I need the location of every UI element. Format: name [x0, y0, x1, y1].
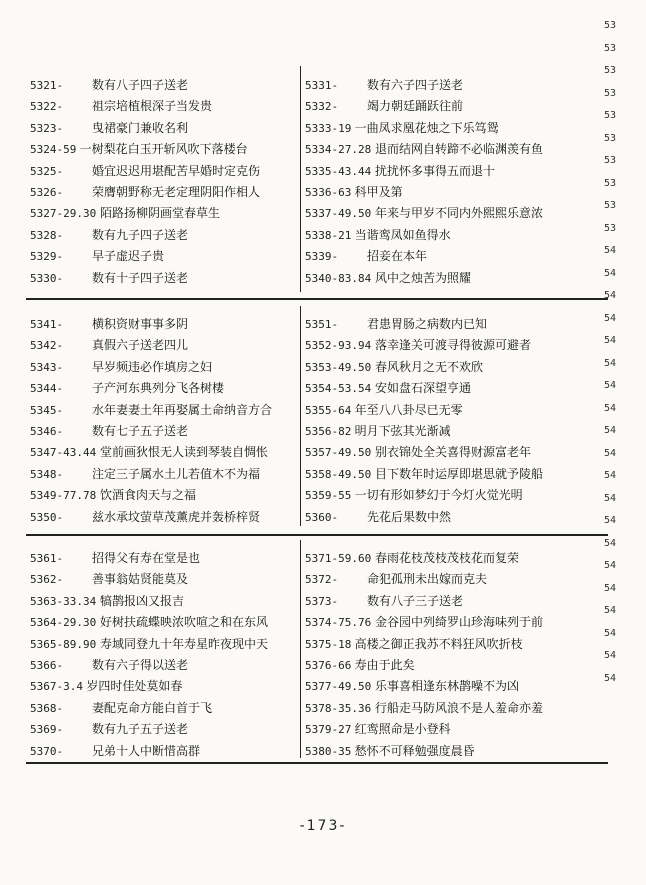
entry-row	[305, 245, 427, 267]
entry-text: 数有六子得以送老	[92, 658, 189, 672]
entry-code: 5376-66	[305, 659, 352, 672]
margin-mark: 54	[604, 425, 617, 436]
entry-row	[305, 399, 463, 421]
entry-text: 一切有形如梦幻于今灯火觉光明	[354, 488, 523, 503]
entry-text: 寿域同登九十年寿星昨夜现中天	[100, 636, 269, 651]
entry-text: 年至八八卦尽已无零	[354, 402, 463, 417]
entry-code: 5330-	[30, 271, 64, 285]
entry-text: 春雨花枝茂枝茂枝花而复荣	[375, 551, 520, 565]
margin-mark: 54	[604, 492, 617, 504]
entry-row	[305, 675, 519, 697]
entry-code: 5335-43.44	[305, 164, 372, 178]
entry-text: 兹水承坟萤草茂薰虎并轰桥梓贤	[92, 509, 261, 524]
entry-text: 行船走马防风浪不是人羞命亦羞	[375, 700, 544, 715]
entry-code: 5339-	[305, 250, 339, 264]
entry-text: 当谐鸾凤如鱼得水	[354, 227, 451, 242]
margin-mark: 54	[604, 470, 617, 481]
entry-row	[305, 441, 531, 463]
entry-code: 5370-	[30, 744, 64, 758]
entry-code: 5340-83.84	[305, 271, 372, 285]
entry-row	[305, 74, 463, 96]
entry-text: 数有十子四子送老	[92, 270, 189, 285]
entry-row	[30, 568, 188, 590]
entry-row	[30, 224, 188, 246]
section-divider	[26, 298, 608, 300]
margin-mark: 53	[604, 132, 617, 144]
entry-code: 5372-	[305, 573, 339, 587]
entry-text: 先花后果数中然	[367, 509, 452, 524]
entry-text: 一曲凤求凰花烛之下乐笃鸳	[354, 120, 499, 135]
margin-mark: 53	[604, 110, 617, 121]
entry-row	[30, 245, 164, 267]
entry-text: 君患胃肠之病数内已知	[367, 317, 488, 331]
margin-mark: 54	[604, 357, 617, 369]
entry-text: 科甲及第	[354, 185, 403, 199]
entry-code: 5369-	[30, 723, 64, 737]
margin-mark: 54	[604, 650, 617, 661]
entry-text: 岁四时佳处莫如春	[86, 679, 183, 694]
entry-code: 5354-53.54	[305, 382, 372, 396]
entry-code: 5355-64	[305, 403, 352, 417]
margin-mark: 53	[604, 200, 617, 211]
entry-code: 5348-	[30, 467, 64, 481]
entry-row	[30, 377, 224, 399]
margin-mark: 53	[604, 222, 617, 234]
entry-text: 招妾在本年	[367, 249, 428, 264]
section-divider	[26, 762, 608, 764]
entry-row	[305, 590, 463, 612]
entry-row	[30, 654, 188, 676]
section-2	[30, 313, 608, 527]
margin-mark: 53	[604, 42, 617, 54]
entry-row	[305, 138, 543, 160]
entry-row	[305, 95, 463, 117]
entry-row	[30, 420, 188, 442]
entry-code: 5341-	[30, 318, 64, 331]
entry-row	[305, 420, 451, 442]
margin-mark: 54	[604, 627, 617, 639]
entry-code: 5333-19	[305, 121, 352, 135]
entry-text: 安如盘石深望亨通	[375, 381, 472, 396]
entry-text: 数有八子三子送老	[367, 593, 464, 608]
entry-text: 愁怀不可释勉强度晨昏	[354, 743, 475, 758]
entry-text: 饮酒食肉天与之福	[100, 488, 197, 503]
entry-text: 红鸾照命是小登科	[354, 722, 451, 737]
entry-text: 数有六子四子送老	[367, 78, 464, 92]
entry-code: 5367-3.4	[30, 680, 83, 694]
entry-code: 5377-49.50	[305, 680, 372, 694]
entry-row	[305, 484, 523, 506]
entry-text: 竭力朝廷踊跃往前	[367, 99, 464, 114]
margin-mark: 54	[604, 335, 617, 346]
entry-row	[305, 718, 451, 740]
entry-text: 真假六子送老四儿	[92, 338, 189, 353]
margin-mark: 53	[604, 155, 617, 166]
entry-row	[30, 611, 268, 633]
entry-row	[30, 740, 200, 762]
margin-mark: 53	[604, 177, 617, 189]
entry-row	[305, 506, 451, 528]
entry-code: 5338-21	[305, 228, 352, 242]
margin-mark: 54	[604, 245, 617, 256]
entry-row	[305, 160, 495, 182]
entry-text: 金谷园中列绮罗山珍海味列于前	[375, 615, 544, 630]
entry-text: 陌路扬柳阴画堂春草生	[100, 206, 221, 221]
entry-text: 妻配克命方能白首于飞	[92, 700, 213, 715]
entry-code: 5334-27.28	[305, 143, 372, 157]
entry-row	[30, 181, 260, 203]
entry-row	[30, 718, 188, 740]
entry-code: 5363-33.34	[30, 594, 97, 608]
page-number: -173-	[299, 818, 347, 834]
margin-mark: 54	[604, 447, 617, 459]
margin-mark: 53	[604, 20, 617, 31]
entry-row	[305, 611, 543, 633]
entry-text: 好树扶疏蝶映浓吹喧之和在东风	[100, 615, 269, 630]
entry-code: 5368-	[30, 701, 64, 715]
entry-code: 5350-	[30, 510, 64, 524]
section-3	[30, 547, 608, 761]
margin-mark: 54	[604, 605, 617, 616]
entry-code: 5373-	[305, 594, 339, 608]
entry-row	[30, 313, 188, 335]
entry-text: 风中之烛苦为照耀	[375, 270, 472, 285]
entry-text: 数有八子四子送老	[92, 78, 189, 92]
entry-code: 5356-82	[305, 425, 352, 438]
entry-row	[30, 138, 248, 160]
entry-text: 乐事喜相逢东林鹊噪不为凶	[375, 679, 520, 694]
entry-row	[305, 202, 543, 224]
entry-text: 数有九子四子送老	[92, 227, 189, 242]
margin-mark: 54	[604, 582, 617, 594]
entry-text: 一树梨花白玉开斩风吹下落楼台	[79, 142, 248, 157]
entry-row	[305, 224, 451, 246]
margin-mark: 54	[604, 537, 617, 549]
entry-row	[305, 313, 487, 335]
entry-code: 5345-	[30, 403, 64, 417]
entry-code: 5346-	[30, 425, 64, 438]
margin-mark: 54	[604, 312, 617, 324]
entry-row	[305, 181, 403, 203]
entry-code: 5380-35	[305, 744, 352, 758]
entry-code: 5337-49.50	[305, 207, 372, 221]
margin-mark: 54	[604, 267, 617, 279]
entry-code: 5351-	[305, 318, 339, 331]
entry-row	[30, 547, 200, 569]
entry-row	[305, 117, 499, 139]
entry-row	[305, 334, 531, 356]
entry-code: 5347-43.44	[30, 446, 97, 460]
entry-row	[30, 356, 212, 378]
entry-code: 5375-18	[305, 637, 352, 651]
entry-code: 5360-	[305, 510, 339, 524]
entry-text: 命犯孤刑未出嫁而克夫	[367, 572, 488, 587]
entry-row	[305, 267, 471, 289]
entry-code: 5374-75.76	[305, 616, 372, 630]
entry-row	[30, 202, 220, 224]
entry-code: 5364-29.30	[30, 616, 97, 630]
entry-code: 5371-59.60	[305, 552, 372, 565]
entry-text: 犒鹊报凶又报吉	[100, 593, 185, 608]
entry-text: 扰扰怀多事得五而退十	[375, 163, 496, 178]
margin-mark: 54	[604, 672, 617, 684]
entry-text: 退而结网自转蹄不必临渊羡有鱼	[375, 142, 544, 157]
entry-text: 早岁频违必作填房之妇	[92, 359, 213, 374]
entry-row	[30, 590, 184, 612]
entry-row	[305, 633, 523, 655]
entry-text: 别衣锦处全关喜得财源富老年	[375, 445, 532, 460]
margin-mark: 54	[604, 380, 617, 391]
entry-code: 5342-	[30, 339, 64, 353]
entry-row	[30, 441, 268, 463]
entry-text: 注定三子属水土儿若值木不为福	[92, 466, 261, 481]
entry-row	[305, 463, 543, 485]
right-margin-marks	[600, 20, 646, 720]
entry-code: 5353-49.50	[305, 360, 372, 374]
entry-text: 兄弟十人中断惜高群	[92, 743, 201, 758]
entry-code: 5361-	[30, 552, 64, 565]
entry-code: 5327-29.30	[30, 207, 97, 221]
entry-code: 5344-	[30, 382, 64, 396]
entry-row	[305, 697, 543, 719]
entry-code: 5362-	[30, 573, 64, 587]
entry-text: 善事翁姑贤能莫及	[92, 572, 189, 587]
entry-code: 5322-	[30, 100, 64, 114]
entry-row	[305, 356, 483, 378]
entry-code: 5359-55	[305, 489, 352, 503]
entry-text: 明月下弦其光渐减	[354, 424, 451, 438]
entry-code: 5352-93.94	[305, 339, 372, 353]
entry-code: 5332-	[305, 100, 339, 114]
entry-code: 5329-	[30, 250, 64, 264]
entry-code: 5366-	[30, 659, 64, 672]
entry-code: 5321-	[30, 79, 64, 92]
entry-row	[30, 160, 260, 182]
entry-code: 5379-27	[305, 723, 352, 737]
margin-mark: 53	[604, 87, 617, 99]
entry-text: 招得父有寿在堂是也	[92, 551, 201, 565]
entry-text: 早子虚迟子贵	[92, 249, 165, 264]
entry-row	[30, 95, 212, 117]
entry-row	[305, 740, 475, 762]
entry-row	[30, 399, 272, 421]
entry-row	[305, 654, 415, 676]
entry-row	[305, 568, 487, 590]
entry-text: 高楼之御正我苏不料狂风吹折枝	[354, 636, 523, 651]
entry-text: 横积资财事事多阴	[92, 317, 189, 331]
entry-text: 春风秋月之无不欢欣	[375, 359, 484, 374]
entry-code: 5343-	[30, 360, 64, 374]
entry-row	[305, 547, 519, 569]
margin-mark: 54	[604, 515, 617, 526]
entry-text: 祖宗培植根深子当发贵	[92, 99, 213, 114]
entry-text: 落幸逢关可渡寻得彼源可避者	[375, 338, 532, 353]
entry-row	[30, 267, 188, 289]
entry-row	[30, 463, 260, 485]
entry-row	[305, 377, 471, 399]
entry-code: 5336-63	[305, 186, 352, 199]
margin-mark: 53	[604, 65, 617, 76]
entry-code: 5323-	[30, 121, 64, 135]
entry-row	[30, 334, 188, 356]
entry-text: 数有九子五子送老	[92, 722, 189, 737]
entry-row	[30, 484, 196, 506]
entry-text: 寿由于此矣	[354, 658, 415, 672]
entry-text: 目下数年时运厚即堪思就予陵船	[375, 466, 544, 481]
entry-code: 5325-	[30, 164, 64, 178]
entry-code: 5324-59	[30, 143, 77, 157]
entry-text: 荣膺朝野称无老定理阴阳作相人	[92, 185, 261, 199]
entry-code: 5365-89.90	[30, 637, 97, 651]
entry-code: 5378-35.36	[305, 701, 372, 715]
entry-text: 子产河东典列分飞各树棲	[92, 381, 225, 396]
entry-code: 5326-	[30, 186, 64, 199]
entry-code: 5357-49.50	[305, 446, 372, 460]
entry-text: 婚宜迟迟用堪配苦早婚时定克伤	[92, 163, 261, 178]
margin-mark: 54	[604, 402, 617, 414]
entry-row	[30, 506, 260, 528]
entry-code: 5331-	[305, 79, 339, 92]
entry-row	[30, 675, 182, 697]
entry-text: 水年妻妻土年再娶属土命纳音方合	[92, 402, 273, 417]
margin-mark: 54	[604, 560, 617, 571]
entry-text: 数有七子五子送老	[92, 424, 189, 438]
section-divider	[26, 534, 608, 536]
entry-code: 5358-49.50	[305, 467, 372, 481]
entry-text: 曳裙豪门兼收名利	[92, 120, 189, 135]
entry-row	[30, 117, 188, 139]
margin-mark: 54	[604, 290, 617, 301]
entry-code: 5328-	[30, 228, 64, 242]
entry-text: 年来与甲岁不同内外熙熙乐意浓	[375, 206, 544, 221]
entry-code: 5349-77.78	[30, 489, 97, 503]
section-1	[30, 74, 608, 288]
entry-row	[30, 74, 188, 96]
entry-row	[30, 633, 268, 655]
entry-text: 堂前画狄恨无人读到琴装自惆怅	[100, 445, 269, 460]
entry-row	[30, 697, 212, 719]
